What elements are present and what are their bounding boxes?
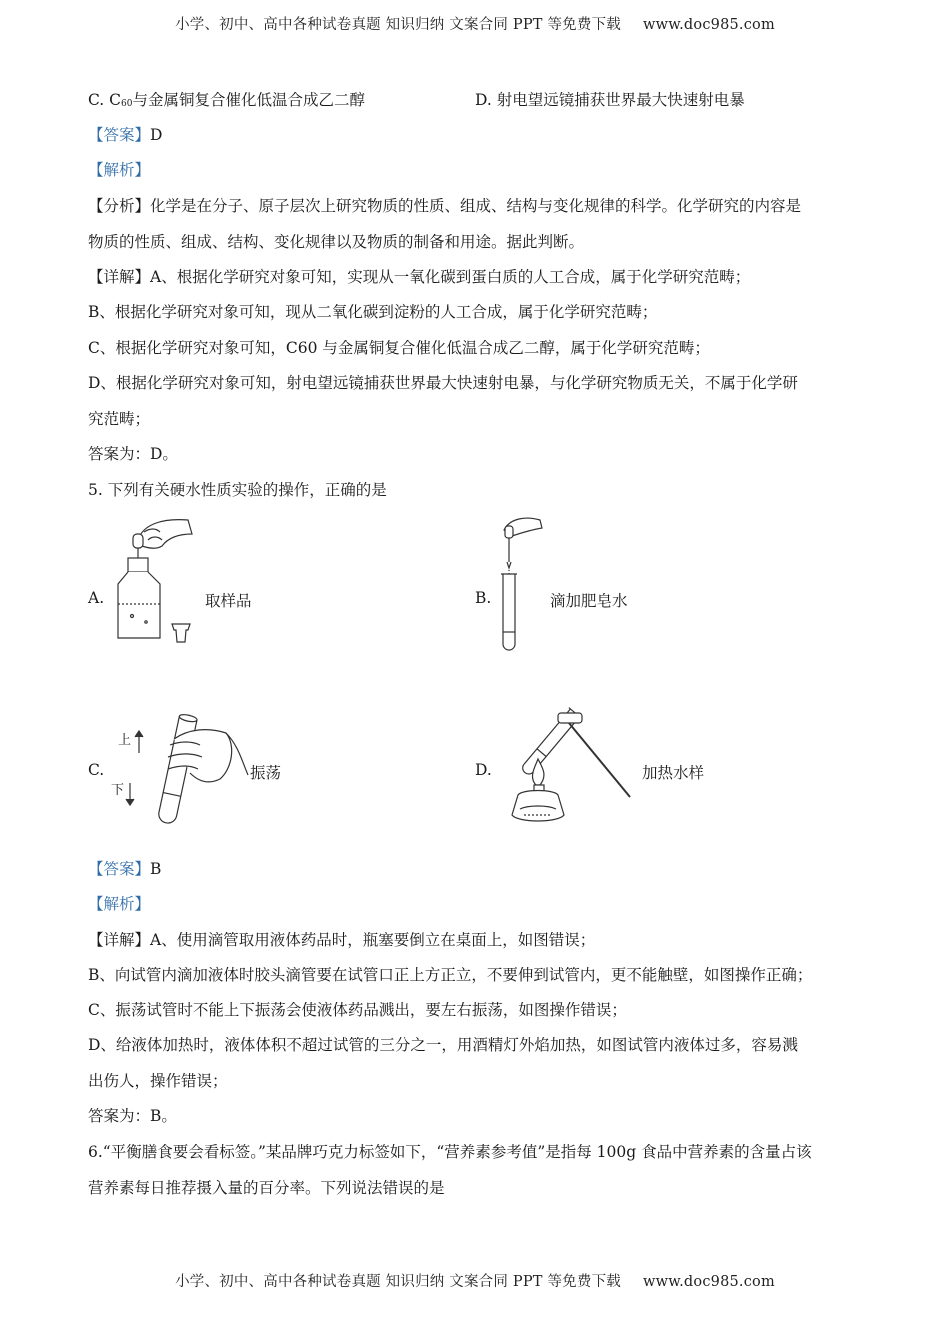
q4-fenxi-1: 【分析】化学是在分子、原子层次上研究物质的性质、组成、结构与变化规律的科学。化学研究的内容是 [88, 197, 802, 215]
q5-detail-c: C、振荡试管时不能上下振荡会使液体药品溅出，要左右振荡，如图操作错误； [88, 1001, 627, 1019]
header-text: 小学、初中、高中各种试卷真题 知识归纳 文案合同 PPT 等免费下载 [175, 17, 621, 33]
q5-stem: 5. 下列有关硬水性质实验的操作，正确的是 [88, 481, 387, 499]
footer-url[interactable]: www.doc985.com [642, 1274, 775, 1290]
dropper-bottle-icon [108, 512, 203, 652]
q5-detail-d1: D、给液体加热时，液体体积不超过试管的三分之一，用酒精灯外焰加热，如图试管内液体过多，容易溅 [88, 1036, 798, 1054]
q5-option-b-label: B. [475, 589, 492, 607]
q6-stem-1: 6.“平衡膳食要会看标签。”某品牌巧克力标签如下，“营养素参考值”是指每 100g 食品中营养素的含量占该 [88, 1143, 812, 1161]
alcohol-lamp-icon [498, 705, 638, 830]
shaking-tube-icon [108, 705, 248, 830]
q5-option-d-label: D. [475, 761, 492, 779]
q6-stem-2: 营养素每日推荐摄入量的百分率。下列说法错误的是 [88, 1179, 445, 1197]
page-footer [0, 1270, 950, 1291]
q5-option-a-caption: 取样品 [205, 592, 252, 610]
q4-detail-d1: D、根据化学研究对象可知，射电望远镜捕获世界最大快速射电暴，与化学研究物质无关，不属于化学研 [88, 374, 798, 392]
q5-option-c-up-label: 上 [118, 733, 132, 748]
q4-option-d: D. 射电望远镜捕获世界最大快速射电暴 [475, 91, 745, 109]
q5-option-c-label: C. [88, 761, 105, 779]
q5-final: 答案为：B。 [88, 1107, 177, 1125]
q4-final: 答案为：D。 [88, 445, 178, 463]
q5-analysis-tag: 【解析】 [88, 895, 151, 913]
q5-detail-a: 【详解】A、使用滴管取用液体药品时，瓶塞要倒立在桌面上，如图错误； [88, 931, 596, 949]
q4-detail-b: B、根据化学研究对象可知，现从二氧化碳到淀粉的人工合成，属于化学研究范畴； [88, 303, 658, 321]
q4-detail-c: C、根据化学研究对象可知，C60 与金属铜复合催化低温合成乙二醇，属于化学研究范畴； [88, 339, 710, 357]
q5-detail-b: B、向试管内滴加液体时胶头滴管要在试管口正上方正立，不要伸到试管内，更不能触壁，如图操作正确； [88, 966, 813, 984]
q5-option-b-caption: 滴加肥皂水 [550, 592, 628, 610]
q5-option-c-caption: 振荡 [250, 764, 282, 782]
header-url[interactable]: www.doc985.com [642, 17, 775, 33]
q4-option-c: C. $C_{60}$与金属铜复合催化低温合成乙二醇 [88, 91, 365, 109]
q4-detail-d2: 究范畴； [88, 410, 151, 428]
q4-detail-a: 【详解】A、根据化学研究对象可知，实现从一氧化碳到蛋白质的人工合成，属于化学研究范畴； [88, 268, 751, 286]
q5-option-a-label: A. [88, 589, 105, 607]
page-header [0, 13, 950, 34]
q4-answer: 【答案】D [88, 126, 163, 144]
q5-detail-d2: 出伤人，操作错误； [88, 1072, 228, 1090]
q5-option-c-down-label: 下 [111, 783, 125, 798]
q4-analysis-tag: 【解析】 [88, 161, 151, 179]
q4-fenxi-2: 物质的性质、组成、结构、变化规律以及物质的制备和用途。据此判断。 [88, 233, 585, 251]
test-tube-dropper-icon [496, 512, 546, 657]
footer-text: 小学、初中、高中各种试卷真题 知识归纳 文案合同 PPT 等免费下载 [175, 1274, 621, 1290]
q5-answer: 【答案】B [88, 860, 162, 878]
q5-option-d-caption: 加热水样 [642, 764, 705, 782]
